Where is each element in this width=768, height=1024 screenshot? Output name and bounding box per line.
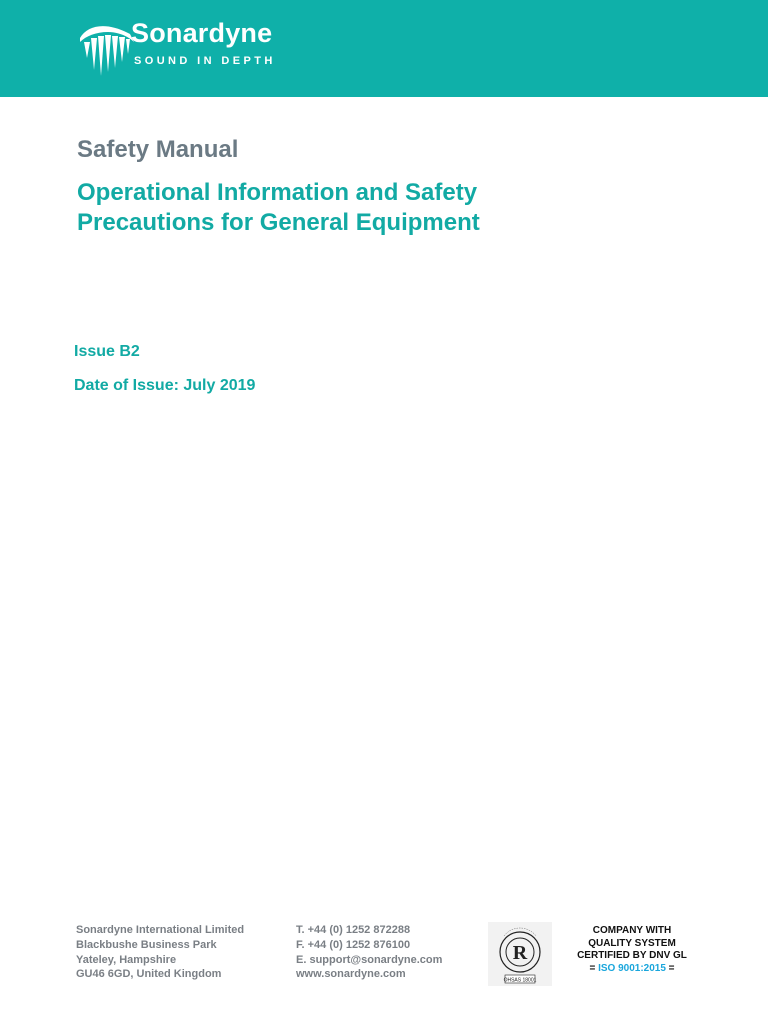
phone-number: T. +44 (0) 1252 872288 bbox=[296, 924, 411, 936]
badge-text: OHSAS 18001 bbox=[503, 977, 537, 984]
cert-line: CERTIFIED BY DNV GL bbox=[577, 950, 687, 961]
cert-line: QUALITY SYSTEM bbox=[588, 937, 676, 949]
address-line: Sonardyne International Limited bbox=[76, 924, 245, 936]
document-type-heading: Safety Manual bbox=[77, 136, 239, 163]
website-link[interactable]: www.sonardyne.com bbox=[296, 968, 406, 981]
iso-prefix: = bbox=[589, 962, 599, 974]
brand-tagline: SOUND IN DEPTH bbox=[134, 55, 276, 67]
lloyds-register-seal-icon bbox=[488, 922, 552, 986]
address-line: Yateley, Hampshire bbox=[76, 953, 177, 966]
svg-text:R: R bbox=[512, 942, 528, 964]
document-title-line: Operational Information and Safety bbox=[77, 179, 478, 206]
sonardyne-logo[interactable] bbox=[78, 18, 288, 78]
company-address bbox=[76, 923, 244, 982]
document-title-line: Precautions for General Equipment bbox=[77, 209, 480, 236]
issue-number: Issue B2 bbox=[74, 343, 140, 360]
address-line: GU46 6GD, United Kingdom bbox=[76, 968, 222, 981]
fax-number: F. +44 (0) 1252 876100 bbox=[296, 938, 411, 951]
quality-certification bbox=[562, 925, 702, 975]
iso-line bbox=[562, 963, 702, 976]
document-title bbox=[77, 178, 637, 238]
address-line: Blackbushe Business Park bbox=[76, 938, 217, 951]
sound-wave-logo-icon bbox=[78, 20, 136, 76]
date-of-issue: Date of Issue: July 2019 bbox=[74, 377, 256, 394]
brand-name: Sonardyne bbox=[131, 18, 273, 48]
email-link[interactable]: E. support@sonardyne.com bbox=[296, 953, 443, 966]
iso-suffix: = bbox=[665, 962, 675, 974]
iso-standard: ISO 9001:2015 bbox=[598, 962, 666, 974]
company-contact bbox=[296, 923, 442, 982]
cert-line: COMPANY WITH bbox=[592, 925, 672, 936]
header-banner bbox=[0, 0, 768, 97]
